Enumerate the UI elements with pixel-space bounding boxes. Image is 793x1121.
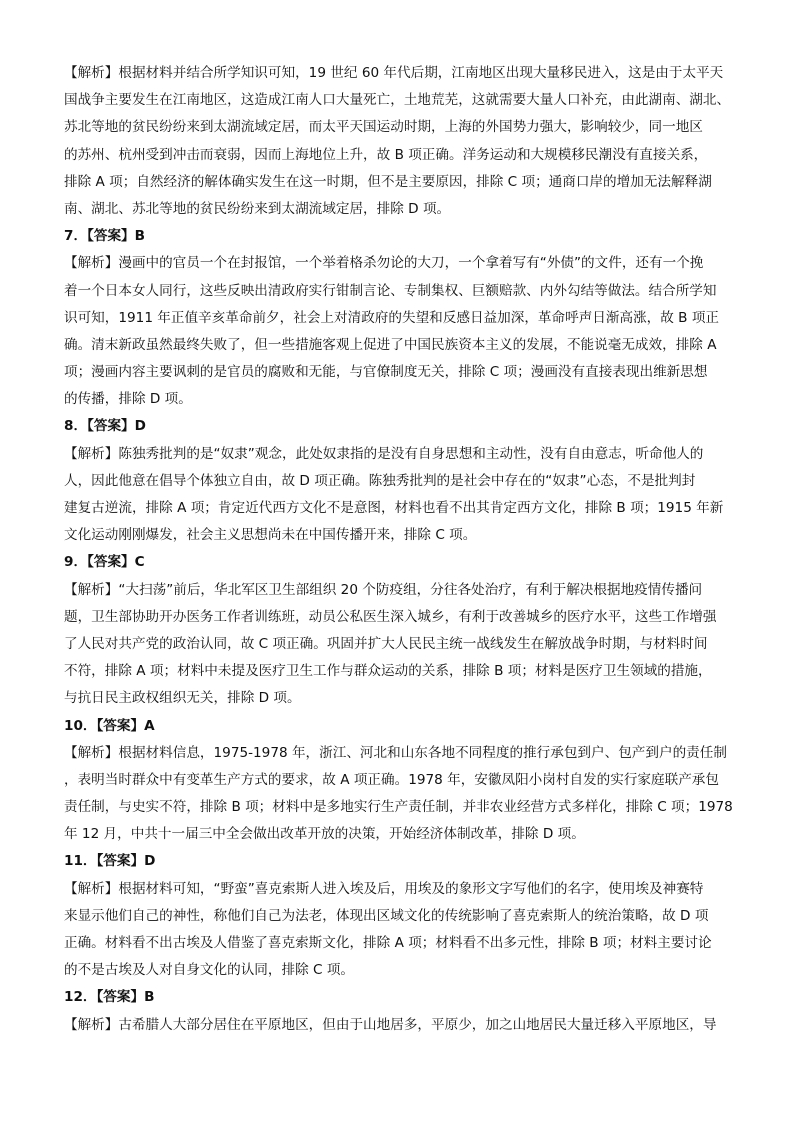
explanation-line: 正确。材料看不出古埃及人借鉴了喜克索斯文化，排除 A 项；材料看不出多元性，排除 B 项；材料主要讨论	[64, 935, 712, 951]
explanation-line: 的不是古埃及人对自身文化的认同，排除 C 项。	[64, 962, 355, 979]
explanation-line: 【解析】“大扫荡”前后，华北军区卫生部组织 20 个防疫组，分往各处治疗，有利于解决根据地疫情传播问	[64, 581, 703, 598]
explanation-line: ，表明当时群众中有变革生产方式的要求，故 A 项正确。1978 年，安徽凤阳小岗村自发的实行家庭联产承包	[64, 771, 719, 788]
answer-heading: 11．【答案】D	[64, 853, 156, 870]
explanation-line: 文化运动刚刚爆发，社会主义思想尚未在中国传播开来，排除 C 项。	[64, 527, 477, 544]
answer-section	[64, 984, 740, 1038]
answer-heading: 10．【答案】A	[64, 717, 155, 734]
explanation-line: 着一个日本女人同行，这些反映出清政府实行钳制言论、专制集权、巨额赔款、内外勾结等做法。结合所学知	[64, 282, 717, 299]
answer-section	[64, 223, 740, 413]
explanation-line: 排除 A 项；自然经济的解体确实发生在这一时期，但不是主要原因，排除 C 项；通商口岸的增加无法解释湖	[64, 173, 712, 190]
explanation-line: 年 12 月，中共十一届三中全会做出改革开放的决策，开始经济体制改革，排除 D 项。	[64, 826, 585, 843]
explanation-line: 的苏州、杭州受到冲击而衰弱，因而上海地位上升，故 B 项正确。洋务运动和大规模移民潮没有直接关系，	[64, 146, 708, 163]
answer-heading: 8．【答案】D	[64, 418, 146, 435]
answer-heading: 7．【答案】B	[64, 228, 145, 245]
explanation-line: 【解析】陈独秀批判的是“奴隶”观念，此处奴隶指的是没有自身思想和主动性，没有自由意志，听命他人的	[64, 445, 704, 462]
explanation-line: 不符，排除 A 项；材料中未提及医疗卫生工作与群众运动的关系，排除 B 项；材料是医疗卫生领域的措施，	[64, 663, 712, 680]
explanation-line: 苏北等地的贫民纷纷来到太湖流域定居，而太平天国运动时期，上海的外国势力强大，影响较少，同一地区	[64, 119, 703, 136]
answer-section	[64, 60, 740, 223]
answer-section	[64, 549, 740, 712]
explanation-line: 国战争主要发生在江南地区，这造成江南人口大量死亡，土地荒芜，这就需要大量人口补充，由此湖南、湖北、	[64, 92, 731, 109]
answer-heading: 12．【答案】B	[64, 989, 155, 1006]
explanation-line: 建复古逆流，排除 A 项；肯定近代西方文化不是意图，材料也看不出其肯定西方文化，排除 B 项；1915 年新	[64, 500, 724, 516]
explanation-line: 【解析】根据材料并结合所学知识可知，19 世纪 60 年代后期，江南地区出现大量移民进入，这是由于太平天	[64, 65, 724, 81]
explanation-line: 人，因此他意在倡导个体独立自由，故 D 项正确。陈独秀批判的是社会中存在的“奴隶”心态，不是批判封	[64, 472, 696, 489]
explanation-line: 了人民对共产党的政治认同，故 C 项正确。巩固并扩大人民民主统一战线发生在解放战争时期，与材料时间	[64, 635, 708, 652]
explanation-line: 责任制，与史实不符，排除 B 项；材料中是多地实行生产责任制，并非农业经营方式多样化，排除 C 项；1978	[64, 799, 733, 816]
explanation-line: 题，卫生部协助开办医务工作者训练班，动员公私医生深入城乡，有利于改善城乡的医疗水平，这些工作增强	[64, 608, 717, 625]
explanation-line: 【解析】古希腊人大部分居住在平原地区，但由于山地居多，平原少，加之山地居民大量迁移入平原地区，导	[64, 1016, 717, 1033]
answer-section	[64, 713, 740, 849]
explanation-line: 【解析】根据材料信息，1975-1978 年，浙江、河北和山东各地不同程度的推行承包到户、包产到户的责任制	[64, 744, 727, 761]
explanation-line: 识可知，1911 年正值辛亥革命前夕，社会上对清政府的失望和反感日益加深，革命呼声日渐高涨，故 B 项正	[64, 309, 720, 326]
explanation-line: 【解析】根据材料可知，“野蛮”喜克索斯人进入埃及后，用埃及的象形文字写他们的名字，使用埃及神赛特	[64, 880, 704, 897]
explanation-line: 【解析】漫画中的官员一个在封报馆，一个举着格杀勿论的大刀，一个拿着写有“外债”的文件，还有一个挽	[64, 255, 704, 272]
answer-section	[64, 848, 740, 984]
explanation-line: 的传播，排除 D 项。	[64, 391, 192, 408]
explanation-line: 南、湖北、苏北等地的贫民纷纷来到太湖流域定居，排除 D 项。	[64, 200, 451, 217]
explanation-line: 来显示他们自己的神性，称他们自己为法老，体现出区域文化的传统影响了喜克索斯人的统治策略，故 D 项	[64, 907, 709, 924]
document-page	[64, 60, 740, 1039]
explanation-line: 与抗日民主政权组织无关，排除 D 项。	[64, 690, 301, 707]
explanation-line: 项；漫画内容主要讽刺的是官员的腐败和无能，与官僚制度无关，排除 C 项；漫画没有直接表现出维新思想	[64, 364, 708, 381]
answer-section	[64, 413, 740, 549]
answer-heading: 9．【答案】C	[64, 554, 145, 571]
explanation-line: 确。清末新政虽然最终失败了，但一些措施客观上促进了中国民族资本主义的发展，不能说毫无成效，排除 A	[64, 336, 717, 353]
